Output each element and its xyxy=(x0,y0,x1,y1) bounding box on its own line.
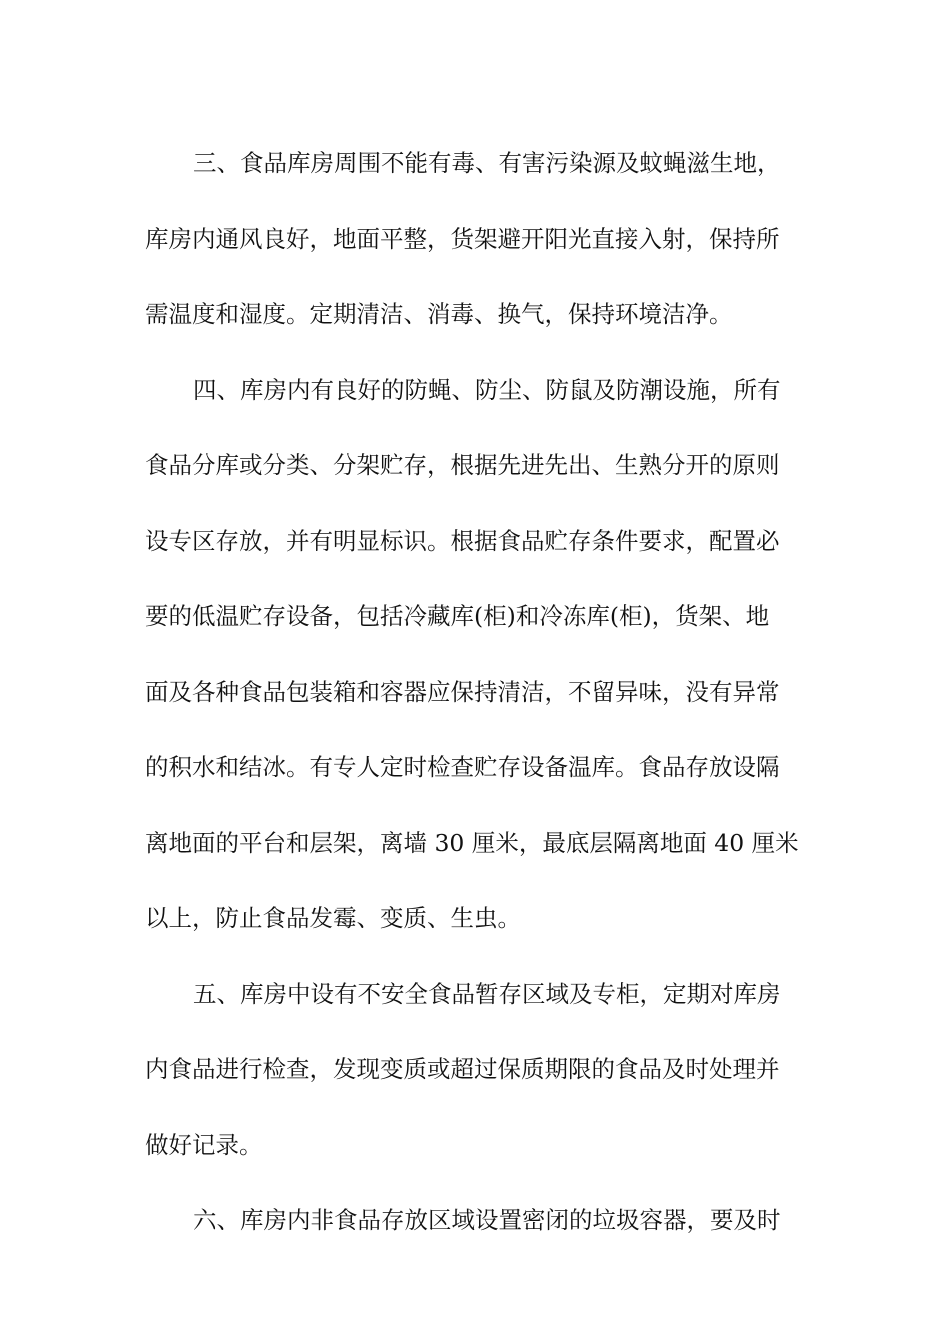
paragraph-line: 做好记录。 xyxy=(145,1130,263,1159)
document-body xyxy=(145,126,807,1259)
paragraph-line: 食品分库或分类、分架贮存，根据先进先出、生熟分开的原则 xyxy=(145,451,780,479)
paragraph-line: 面及各种食品包装箱和容器应保持清洁，不留异味，没有异常 xyxy=(145,677,780,706)
paragraph-section-4 xyxy=(145,353,807,957)
paragraph-line: 三、食品库房周围不能有毒、有害污染源及蚊蝇滋生地， xyxy=(193,149,781,177)
paragraph-line: 以上，防止食品发霉、变质、生虫。 xyxy=(145,904,521,932)
paragraph-line: 要的低温贮存设备，包括冷藏库(柜)和冷冻库(柜)，货架、地 xyxy=(145,602,770,630)
paragraph-line: 库房内通风良好，地面平整，货架避开阳光直接入射，保持所 xyxy=(145,224,780,253)
paragraph-line: 四、库房内有良好的防蝇、防尘、防鼠及防潮设施，所有 xyxy=(193,375,781,404)
paragraph-line: 需温度和湿度。定期清洁、消毒、换气，保持环境洁净。 xyxy=(145,300,733,328)
paragraph-line: 六、库房内非食品存放区域设置密闭的垃圾容器，要及时 xyxy=(193,1206,781,1234)
paragraph-line: 设专区存放，并有明显标识。根据食品贮存条件要求，配置必 xyxy=(145,526,780,555)
paragraph-line: 内食品进行检查，发现变质或超过保质期限的食品及时处理并 xyxy=(145,1055,780,1083)
paragraph-line: 的积水和结冰。有专人定时检查贮存设备温库。食品存放设隔 xyxy=(145,753,780,781)
paragraph-section-6 xyxy=(145,1183,807,1259)
paragraph-line: 五、库房中设有不安全食品暂存区域及专柜，定期对库房 xyxy=(193,979,781,1008)
paragraph-section-5 xyxy=(145,957,807,1184)
paragraph-section-3 xyxy=(145,126,807,353)
paragraph-line: 离地面的平台和层架，离墙 30 厘米，最底层隔离地面 40 厘米 xyxy=(145,828,799,857)
